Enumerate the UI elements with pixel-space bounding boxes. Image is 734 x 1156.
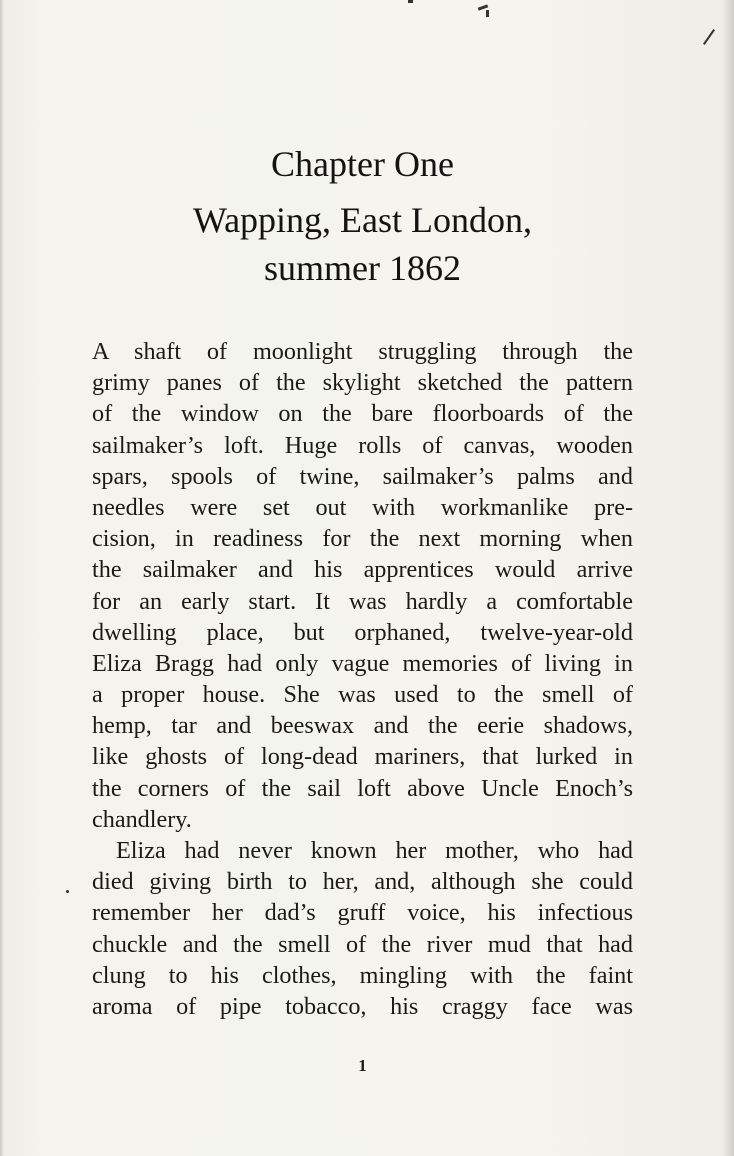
text-line: the sailmaker and his apprentices would arrive bbox=[92, 556, 633, 584]
text-line: for an early start. It was hardly a comfortable bbox=[92, 587, 633, 615]
text-line: remember her dad’s gruff voice, his infectious bbox=[92, 899, 633, 927]
text-line: spars, spools of twine, sailmaker’s palms and bbox=[92, 462, 633, 490]
chapter-place: Wapping, East London, bbox=[192, 200, 533, 240]
page-right-edge-shadow bbox=[722, 0, 734, 1156]
ink-speck bbox=[408, 0, 413, 3]
text-line: sailmaker’s loft. Huge rolls of canvas, wooden bbox=[92, 431, 633, 459]
chapter-number: Chapter One bbox=[271, 144, 454, 184]
text-line: hemp, tar and beeswax and the eerie shadows, bbox=[92, 712, 633, 740]
text-line: chuckle and the smell of the river mud that had bbox=[92, 930, 633, 958]
ink-speck bbox=[486, 10, 489, 17]
paragraph-1 bbox=[92, 336, 633, 835]
chapter-body bbox=[92, 336, 633, 1022]
text-line: aroma of pipe tobacco, his craggy face was bbox=[92, 992, 633, 1020]
text-line: the corners of the sail loft above Uncle Enoch’s bbox=[92, 774, 633, 802]
chapter-date: summer 1862 bbox=[264, 248, 461, 288]
text-line: of the window on the bare floorboards of the bbox=[92, 400, 633, 428]
page-left-edge bbox=[0, 0, 4, 1156]
text-line: like ghosts of long-dead mariners, that lurked in bbox=[92, 743, 633, 771]
text-line: clung to his clothes, mingling with the faint bbox=[92, 961, 633, 989]
text-line: dwelling place, but orphaned, twelve-year-old bbox=[92, 618, 633, 646]
text-line: a proper house. She was used to the smell of bbox=[92, 681, 633, 709]
text-line: needles were set out with workmanlike pre- bbox=[92, 493, 633, 521]
text-line: died giving birth to her, and, although she could bbox=[92, 868, 633, 896]
text-line: cision, in readiness for the next morning when bbox=[92, 525, 633, 553]
text-line: grimy panes of the skylight sketched the pattern bbox=[92, 369, 633, 397]
ink-speck bbox=[703, 29, 715, 45]
text-line: chandlery. bbox=[92, 805, 192, 833]
text-line: Eliza had never known her mother, who had bbox=[116, 837, 633, 864]
paragraph-2 bbox=[92, 835, 633, 1022]
text-line: Eliza Bragg had only vague memories of living in bbox=[92, 649, 633, 677]
text-line: A shaft of moonlight struggling through the bbox=[92, 338, 633, 365]
ink-speck bbox=[66, 890, 69, 893]
page-number: 1 bbox=[358, 1056, 367, 1075]
